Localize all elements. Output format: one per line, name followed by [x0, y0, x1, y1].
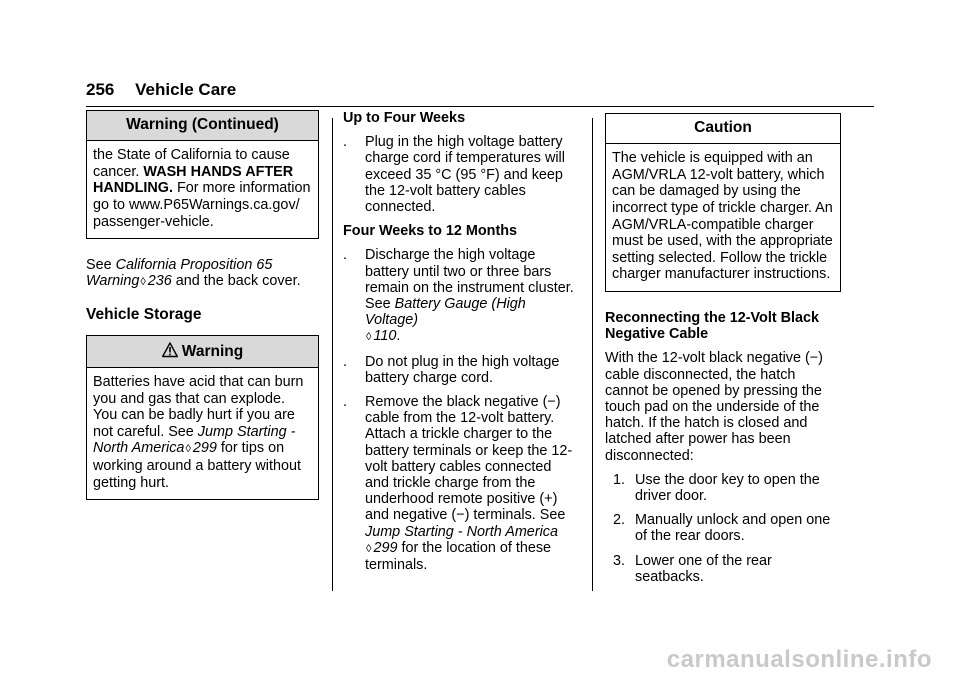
bullet: . — [343, 134, 347, 151]
jump-starting-page[interactable]: 299 — [373, 539, 398, 556]
reconnecting-paragraph: With the 12-volt black negative (−) cable disconnected, the hatch cannot be opened by pressing the touch pad on the underside of the hatch. If the hatch is closed and latched after power has been disconnected: — [605, 350, 823, 464]
battery-gauge-page[interactable]: 110 — [373, 328, 397, 345]
list-item-text: Remove the black negative (−) cable from the 12-volt battery. Attach a trickle charger to the battery terminals or keep the 12-volt battery cables connected and trickle charge from the underhood remote positive (+) and negative (−) terminals. See — [365, 394, 573, 524]
list-item — [605, 472, 841, 504]
jump-starting-link[interactable]: Jump Starting - North America — [365, 523, 559, 540]
list-item — [605, 553, 841, 585]
column-3 — [605, 110, 841, 585]
header-rule — [86, 106, 874, 107]
caution-body: The vehicle is equipped with an AGM/VRLA 12-volt battery, which can be damaged by using the incorrect type of trickle charger. An AGM/VRLA-compatible charger must be used, with the appropriate setting selected. Follow the trickle charger manufacturer instructions. — [612, 150, 833, 283]
caution-box — [605, 113, 841, 292]
vehicle-storage-heading: Vehicle Storage — [86, 305, 202, 323]
reference-link[interactable]: California Proposition 65 Warning — [86, 257, 273, 290]
list-item — [343, 247, 579, 345]
warning-continued-title: Warning (Continued) — [87, 111, 318, 141]
list-item-text: Discharge the high voltage battery until two or three bars remain on the instrument cluster. See — [365, 247, 574, 313]
reference-page[interactable]: 236 — [147, 273, 172, 290]
step-text: Manually unlock and open one of the rear doors. — [635, 512, 831, 545]
page-reference-icon: ◊ — [366, 331, 372, 344]
step-text: Use the door key to open the driver door. — [635, 471, 820, 504]
jump-starting-page[interactable]: 299 — [192, 440, 217, 457]
list-item — [343, 354, 579, 386]
warning-title-row — [87, 336, 318, 368]
bullet: . — [343, 394, 347, 411]
warning-text-more: For more information go to www.P65Warnings.ca.gov/ passenger-vehicle. — [93, 180, 311, 230]
column-2 — [343, 110, 579, 573]
page-header — [86, 80, 236, 100]
section-title: Vehicle Care — [135, 80, 237, 99]
warning-triangle-icon — [162, 342, 178, 358]
battery-gauge-link[interactable]: Battery Gauge (High Voltage) — [365, 296, 526, 329]
column-divider-1 — [332, 118, 333, 591]
warning-box — [86, 335, 319, 500]
page-reference-icon: ◊ — [140, 276, 146, 289]
caution-title: Caution — [606, 114, 840, 144]
page-reference-icon: ◊ — [185, 443, 191, 456]
list-item — [343, 394, 579, 573]
column-divider-2 — [592, 118, 593, 591]
warning-body-text-more: for tips on working around a battery without getting hurt. — [93, 440, 301, 491]
watermark: carmanualsonline.info — [666, 646, 932, 673]
bullet: . — [343, 247, 347, 264]
list-item — [343, 134, 579, 215]
see-text: See — [86, 257, 116, 274]
list-item — [605, 512, 841, 544]
list-item-text-post: . — [396, 328, 401, 345]
page-reference-icon: ◊ — [366, 542, 372, 555]
step-number: 3. — [613, 552, 626, 569]
see-reference-paragraph — [86, 257, 319, 290]
list-item-text: Do not plug in the high voltage battery charge cord. — [365, 353, 560, 386]
see-text-post: and the back cover. — [171, 273, 301, 290]
jump-starting-link[interactable]: Jump Starting - North America — [93, 423, 296, 457]
four-weeks-heading: Four Weeks to 12 Months — [343, 223, 518, 240]
up-to-four-weeks-heading: Up to Four Weeks — [343, 110, 466, 126]
warning-continued-box — [86, 110, 319, 239]
list-item-text: Plug in the high voltage battery charge cord if temperatures will exceed 35 °C (95 °F) and keep the 12-volt battery cables connected. — [365, 134, 565, 216]
list-item-text-post: for the location of these terminals. — [365, 539, 552, 574]
bullet: . — [343, 353, 347, 370]
warning-title: Warning — [181, 342, 244, 360]
wash-hands-text: WASH HANDS AFTER HANDLING. — [93, 163, 294, 197]
page-number: 256 — [86, 80, 115, 99]
reconnecting-heading: Reconnecting the 12-Volt Black Negative Cable — [605, 309, 820, 343]
step-number: 1. — [613, 471, 626, 488]
warning-text: the State of California to cause cancer. — [93, 147, 290, 180]
warning-continued-body — [87, 141, 318, 238]
step-text: Lower one of the rear seatbacks. — [635, 552, 772, 585]
column-1 — [86, 110, 319, 500]
warning-body — [87, 368, 318, 499]
warning-body-text: Batteries have acid that can burn you and gas that can explode. You can be badly hurt if you are not careful. See — [93, 373, 304, 440]
step-number: 2. — [613, 512, 626, 529]
